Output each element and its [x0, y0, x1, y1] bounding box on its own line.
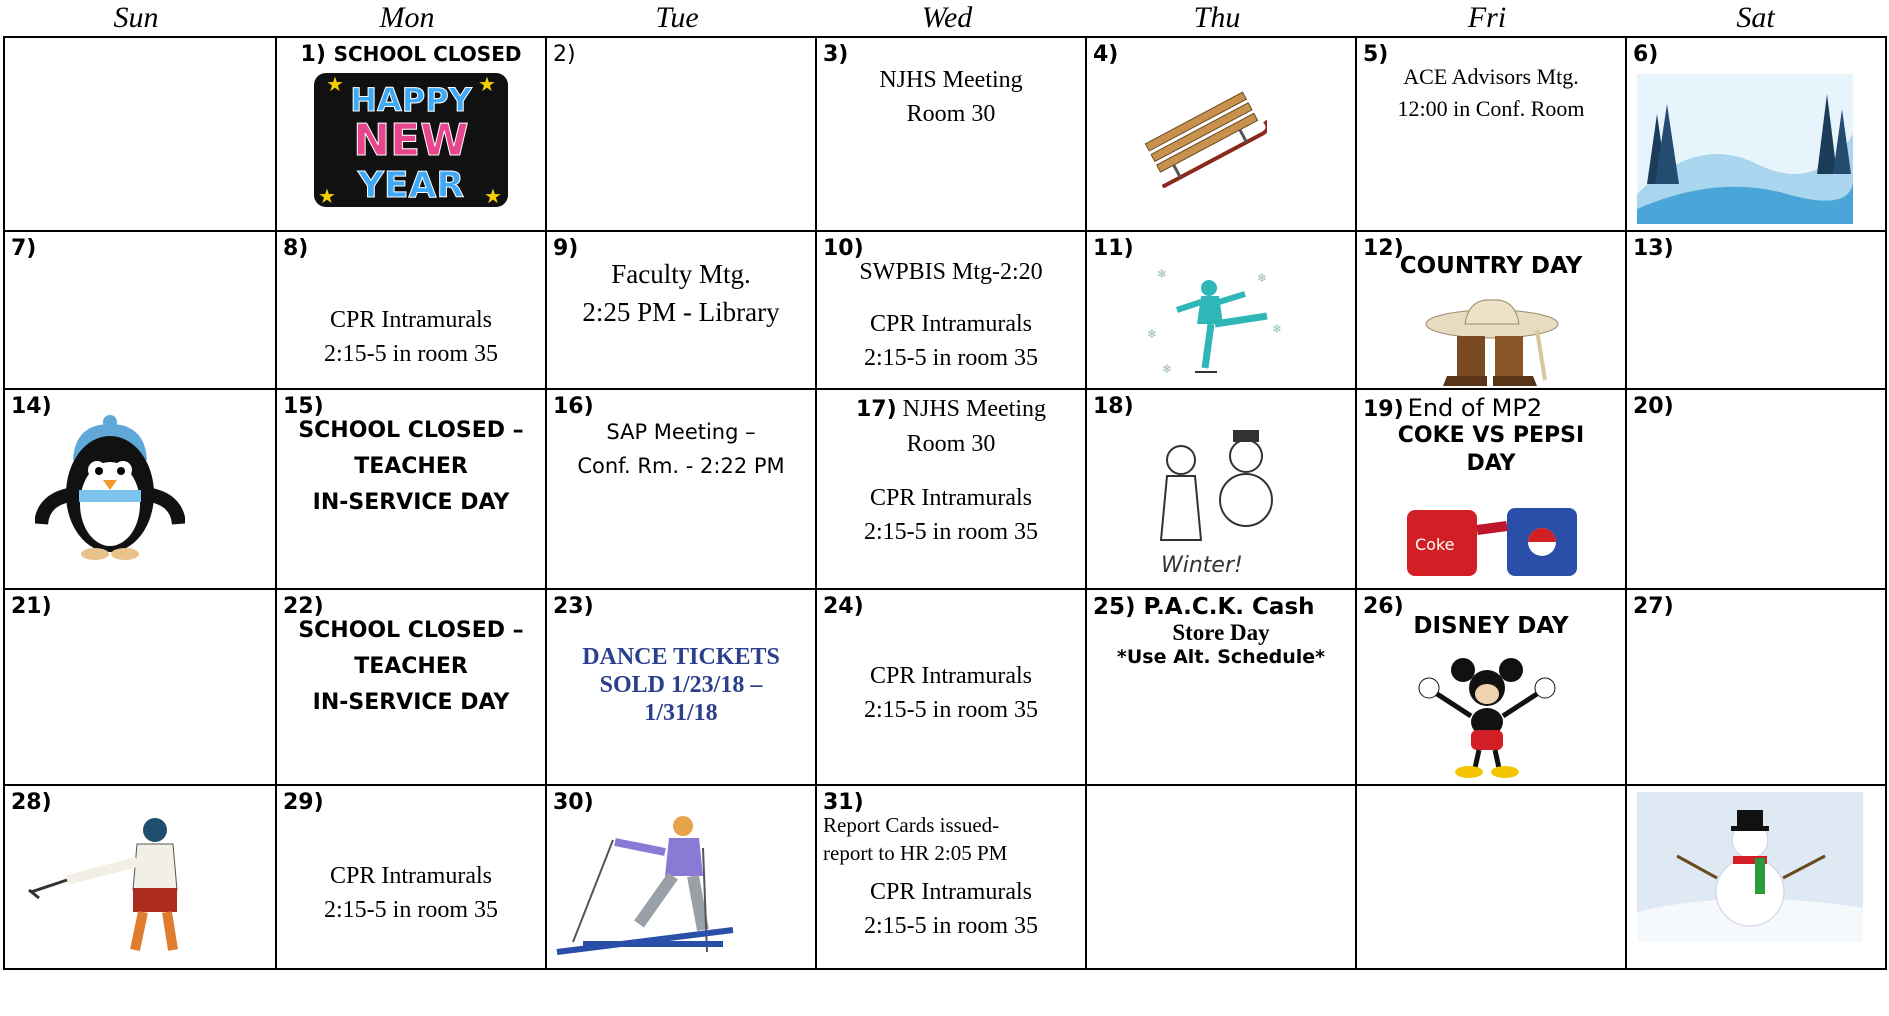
day-number: 24) [823, 594, 864, 619]
event-line: CPR Intramurals [870, 663, 1032, 689]
event-line: Room 30 [906, 101, 996, 127]
weekday-wed: Wed [921, 1, 973, 34]
day-number: 27) [1633, 594, 1674, 619]
day-number: 18) [1093, 394, 1134, 419]
day-cell-6 [1626, 37, 1886, 231]
country-day-title: COUNTRY DAY [1399, 253, 1583, 279]
day-number: 14) [11, 394, 52, 419]
dance-line: SOLD 1/23/18 – [599, 672, 763, 698]
event-line: Report Cards issued- [823, 813, 1000, 837]
calendar-grid [3, 36, 1887, 970]
week-row-5 [4, 785, 1886, 969]
event-line: TEACHER [354, 654, 468, 679]
event-line: COKE VS PEPSI [1397, 423, 1585, 448]
svg-text:❄: ❄ [1162, 362, 1173, 376]
event-line: IN-SERVICE DAY [312, 690, 510, 715]
day-number: 17) [855, 397, 897, 422]
weekday-fri: Fri [1467, 1, 1507, 34]
day-number: 1) [300, 42, 326, 67]
day-cell-26 [1356, 589, 1626, 785]
day-cell-3 [816, 37, 1086, 231]
disney-day-title: DISNEY DAY [1413, 613, 1569, 639]
event-line: *Use Alt. Schedule* [1116, 646, 1326, 668]
day-cell-24 [816, 589, 1086, 785]
day-number: 16) [553, 394, 594, 419]
day-cell-14 [4, 389, 276, 589]
winter-kids-snowman-image [1131, 420, 1301, 580]
day-cell-30 [546, 785, 816, 969]
event-line: DAY [1466, 451, 1516, 476]
weekday-sun: Sun [113, 1, 159, 34]
day-number: 21) [11, 594, 52, 619]
event-line: Store Day [1172, 620, 1270, 645]
weekday-mon: Mon [379, 1, 435, 34]
day-cell-18 [1086, 389, 1356, 589]
day-cell-20 [1626, 389, 1886, 589]
day-number: 23) [553, 594, 594, 619]
event-line: SWPBIS Mtg-2:20 [859, 259, 1043, 285]
winter-landscape-image [1637, 74, 1853, 224]
day-cell-empty [4, 37, 276, 231]
day-cell-29 [276, 785, 546, 969]
day-number: 12) [1363, 236, 1404, 261]
day-number: 3) [823, 42, 849, 67]
day-cell-1 [276, 37, 546, 231]
day-cell-16 [546, 389, 816, 589]
week-row-1 [4, 37, 1886, 231]
day-cell-12 [1356, 231, 1626, 389]
art-line-year: YEAR [357, 165, 465, 206]
event-line: CPR Intramurals [330, 307, 492, 333]
svg-text:❄: ❄ [1272, 322, 1283, 336]
day-number: 19) [1363, 397, 1404, 422]
day-cell-7 [4, 231, 276, 389]
day-number: 4) [1093, 42, 1119, 67]
hockey-player-image [27, 810, 187, 960]
event-line: 2:15-5 in room 35 [864, 913, 1038, 939]
day-number: 6) [1633, 42, 1659, 67]
day-cell-13 [1626, 231, 1886, 389]
svg-text:Coke: Coke [1415, 535, 1455, 554]
day-number: 26) [1363, 594, 1404, 619]
day-cell-22 [276, 589, 546, 785]
event-line: 12:00 in Conf. Room [1397, 96, 1585, 121]
winter-caption: Winter! [1161, 553, 1243, 578]
day-cell-21 [4, 589, 276, 785]
event-line: SCHOOL CLOSED – [298, 418, 524, 443]
svg-text:★: ★ [318, 184, 336, 208]
week-row-2 [4, 231, 1886, 389]
weekday-header [0, 0, 1889, 36]
day-number: 13) [1633, 236, 1674, 261]
event-line: SAP Meeting – [606, 420, 756, 444]
svg-text:❄: ❄ [1257, 271, 1268, 285]
event-line: 2:15-5 in room 35 [864, 519, 1038, 545]
event-line: 2:15-5 in room 35 [864, 345, 1038, 371]
day-number: 22) [283, 594, 324, 619]
day-number: 9) [553, 236, 579, 261]
day-number: 30) [553, 790, 594, 815]
day-cell-17 [816, 389, 1086, 589]
svg-text:★: ★ [326, 72, 344, 96]
svg-text:★: ★ [484, 184, 502, 208]
day-cell-28 [4, 785, 276, 969]
event-line: 2:15-5 in room 35 [324, 897, 498, 923]
day-cell-empty [1356, 785, 1626, 969]
weekday-thu: Thu [1193, 1, 1241, 34]
art-line-happy: HAPPY [350, 81, 472, 119]
day-number: 10) [823, 236, 864, 261]
day-number: 2) [553, 42, 576, 67]
event-line: CPR Intramurals [330, 863, 492, 889]
event-line: SCHOOL CLOSED – [298, 618, 524, 643]
day-cell-11 [1086, 231, 1356, 389]
day-cell-10 [816, 231, 1086, 389]
day-cell-empty [1086, 785, 1356, 969]
event-line: IN-SERVICE DAY [312, 490, 510, 515]
event-line: CPR Intramurals [870, 485, 1032, 511]
day-number: 7) [11, 236, 37, 261]
day-number: 20) [1633, 394, 1674, 419]
svg-text:★: ★ [478, 72, 496, 96]
day-cell-27 [1626, 589, 1886, 785]
event-line: CPR Intramurals [870, 311, 1032, 337]
day-cell-19 [1356, 389, 1626, 589]
weekday-tue: Tue [655, 1, 699, 34]
school-closed-label: SCHOOL CLOSED [333, 42, 522, 66]
event-line: ACE Advisors Mtg. [1403, 64, 1579, 89]
day-cell-9 [546, 231, 816, 389]
day-cell-23 [546, 589, 816, 785]
svg-text:❄: ❄ [1147, 327, 1158, 341]
event-line: CPR Intramurals [870, 879, 1032, 905]
event-line: Room 30 [906, 431, 996, 457]
day-number: 5) [1363, 42, 1389, 67]
sled-image [1137, 78, 1267, 188]
event-line: TEACHER [354, 454, 468, 479]
skier-image [553, 812, 739, 962]
day-cell-2 [546, 37, 816, 231]
weekday-sat: Sat [1736, 1, 1775, 34]
ice-skater-image [1137, 258, 1297, 388]
day-number: 31) [823, 790, 864, 815]
week-row-3 [4, 389, 1886, 589]
event-line: Conf. Rm. - 2:22 PM [577, 454, 785, 478]
day-cell-5 [1356, 37, 1626, 231]
event-line: Faculty Mtg. [611, 259, 751, 289]
event-line: report to HR 2:05 PM [823, 841, 1008, 865]
penguin-image [35, 414, 185, 564]
day-cell-15 [276, 389, 546, 589]
day-cell-4 [1086, 37, 1356, 231]
event-line: 2:15-5 in room 35 [324, 341, 498, 367]
art-line-new: NEW [353, 115, 469, 166]
day-cell-25 [1086, 589, 1356, 785]
cowboy-hat-boots-image [1417, 294, 1567, 389]
day-number: 28) [11, 790, 52, 815]
day-number: 11) [1093, 236, 1134, 261]
event-line: 2:25 PM - Library [582, 297, 780, 327]
event-line: 2:15-5 in room 35 [864, 697, 1038, 723]
day-cell-empty [1626, 785, 1886, 969]
day-cell-8 [276, 231, 546, 389]
day-cell-31 [816, 785, 1086, 969]
dance-line: DANCE TICKETS [582, 644, 780, 670]
happy-new-year-art [306, 69, 516, 211]
day-number: 25) P.A.C.K. Cash [1093, 594, 1315, 620]
end-of-mp2-label: End of MP2 [1407, 394, 1543, 422]
day-number: 15) [283, 394, 324, 419]
svg-text:❄: ❄ [1157, 267, 1168, 281]
week-row-4 [4, 589, 1886, 785]
event-line: NJHS Meeting [902, 396, 1046, 422]
event-line: NJHS Meeting [879, 67, 1023, 93]
coke-pepsi-image [1397, 500, 1597, 582]
snowman-image [1637, 792, 1863, 942]
mickey-mouse-image [1417, 656, 1557, 780]
dance-line: 1/31/18 [644, 700, 718, 726]
day-number: 29) [283, 790, 324, 815]
day-number: 8) [283, 236, 309, 261]
